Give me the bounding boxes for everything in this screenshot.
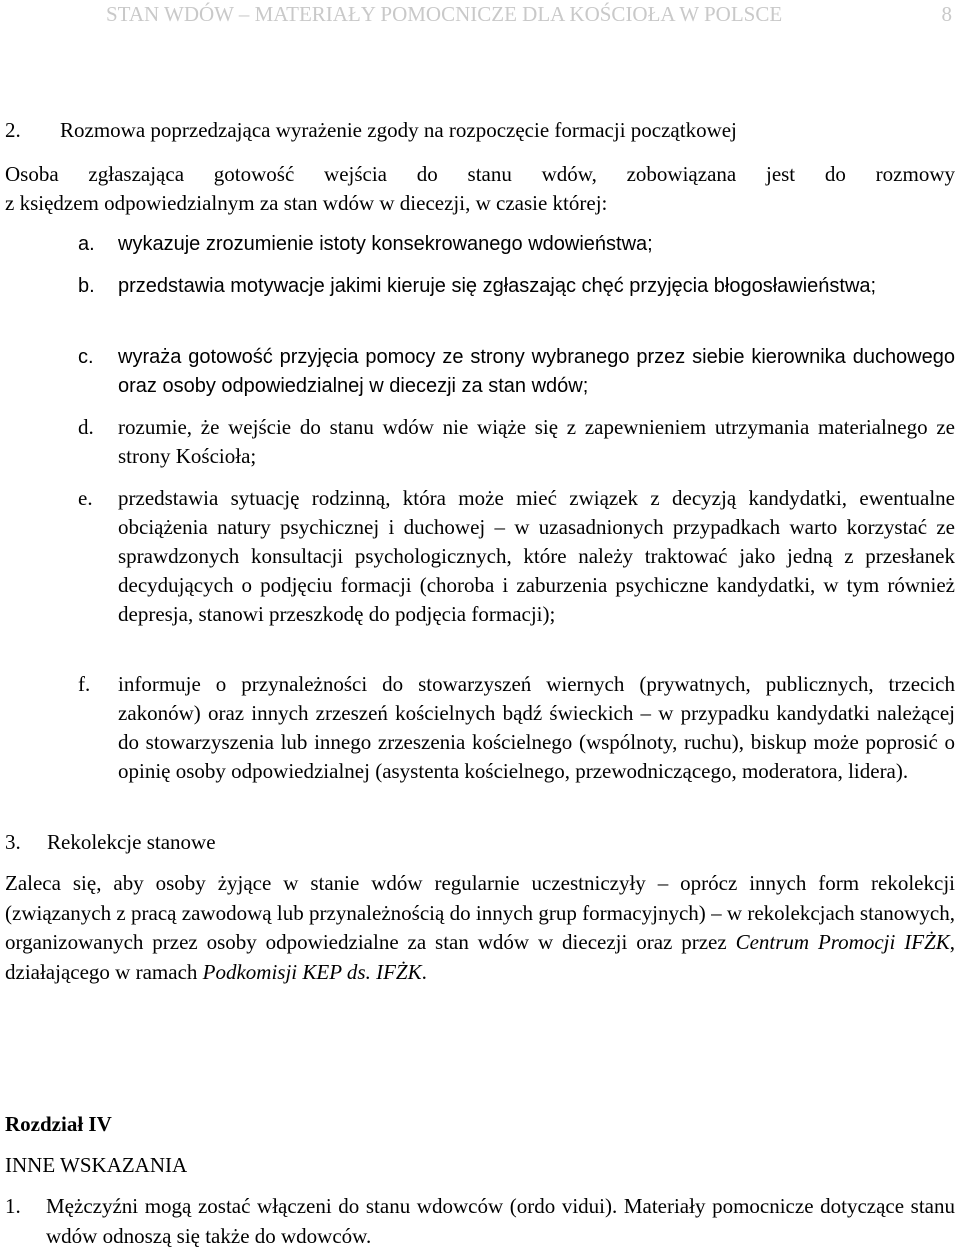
header-title: STAN WDÓW – MATERIAŁY POMOCNICZE DLA KOŚCIOŁA W POLSCE (106, 2, 783, 26)
list-item-text: rozumie, że wejście do stanu wdów nie wiąże się z zapewnieniem utrzymania materialnego ze strony Kościoła; (118, 415, 955, 468)
list-item-text: przedstawia motywacje jakimi kieruje się zgłaszając chęć przyjęcia błogosławieństwa; (118, 275, 877, 297)
section-3-number: 3. (5, 830, 21, 854)
list-item-b (78, 272, 955, 301)
running-header (0, 2, 960, 30)
section-2-heading (5, 116, 955, 146)
chapter-item-number: 1. (5, 1194, 21, 1218)
list-item-letter: a. (78, 233, 95, 255)
section-2-heading-text: Rozmowa poprzedzająca wyrażenie zgody na rozpoczęcie formacji początkowej (60, 118, 737, 142)
chapter-item-1 (5, 1192, 955, 1251)
para-text-3: . (421, 959, 427, 984)
chapter-subtitle: INNE WSKAZANIA (5, 1153, 188, 1177)
section-2-intro-line-2: z księdzem odpowiedzialnym za stan wdów w diecezji, w czasie której: (5, 191, 608, 215)
chapter-item-text: Mężczyźni mogą zostać włączeni do stanu wdowców (ordo vidui). Materiały pomocnicze dotyczące stanu wdów odnoszą się także do wdowców. (46, 1194, 955, 1248)
list-item-a (78, 230, 955, 259)
list-item-letter: d. (78, 415, 94, 439)
list-item-d (78, 413, 955, 471)
list-item-e (78, 484, 955, 629)
podkomisja-name: Podkomisji KEP ds. IFŻK (202, 959, 422, 984)
para-text-1: Zaleca się, aby osoby żyjące w stanie wdów regularnie uczestniczyły – oprócz innych form rekolekcji (związanych z pracą zawodową lub przynależnością do innych grup formacyjnych) – w rekolekcjach stanowych, organizowanych przez osoby odpowiedzialne za stan wdów w diecezji oraz przez (5, 871, 955, 954)
section-3-heading (5, 828, 955, 858)
section-3-paragraph-text (5, 869, 955, 987)
page-number: 8 (941, 2, 952, 26)
section-2-number: 2. (5, 118, 21, 142)
list-item-text: informuje o przynależności do stowarzyszeń wiernych (prywatnych, publicznych, trzecich zakonów) oraz innych zrzeszeń kościelnych bądź świeckich – w przypadku kandydatki należącej do stowarzyszenia lub innego zrzeszenia kościelnego (wspólnoty, ruchu), biskup może poprosić o opinię osoby odpowiedzialnej (asystenta kościelnego, przewodniczącego, moderatora, lidera). (118, 672, 955, 783)
list-item-c (78, 343, 955, 401)
list-item-letter: f. (78, 672, 91, 696)
list-item-letter: b. (78, 275, 95, 297)
list-item-letter: c. (78, 346, 94, 368)
list-item-text: wykazuje zrozumienie istoty konsekrowanego wdowieństwa; (118, 233, 653, 255)
para-text-2: , działającego w ramach (5, 930, 955, 984)
centrum-promocji-name: Centrum Promocji IFŻK (735, 930, 950, 954)
list-item-text: wyraża gotowość przyjęcia pomocy ze strony wybranego przez siebie kierownika duchowego oraz osoby odpowiedzialnej w diecezji za stan wdów; (118, 346, 955, 397)
chapter-title: Rozdział IV (5, 1112, 112, 1136)
section-2-intro-line-1: Osoba zgłaszająca gotowość wejścia do stanu wdów, zobowiązana jest do rozmowy (5, 162, 955, 186)
list-item-text: przedstawia sytuację rodzinną, która może mieć związek z decyzją kandydatki, ewentualne obciążenia natury psychicznej i duchowej – w uzasadnionych przypadkach warto korzystać ze sprawdzonych konsultacji psychologicznych, które należy traktować jako jedną z przesłanek decydujących o podjęciu formacji (choroba i zaburzenia psychiczne kandydatki, w tym również depresja, stanowi przeszkodę do podjęcia formacji); (118, 486, 955, 626)
list-item-f (78, 670, 955, 786)
list-item-letter: e. (78, 486, 93, 510)
section-3-paragraph (5, 869, 955, 987)
section-3-heading-text: Rekolekcje stanowe (47, 830, 216, 854)
